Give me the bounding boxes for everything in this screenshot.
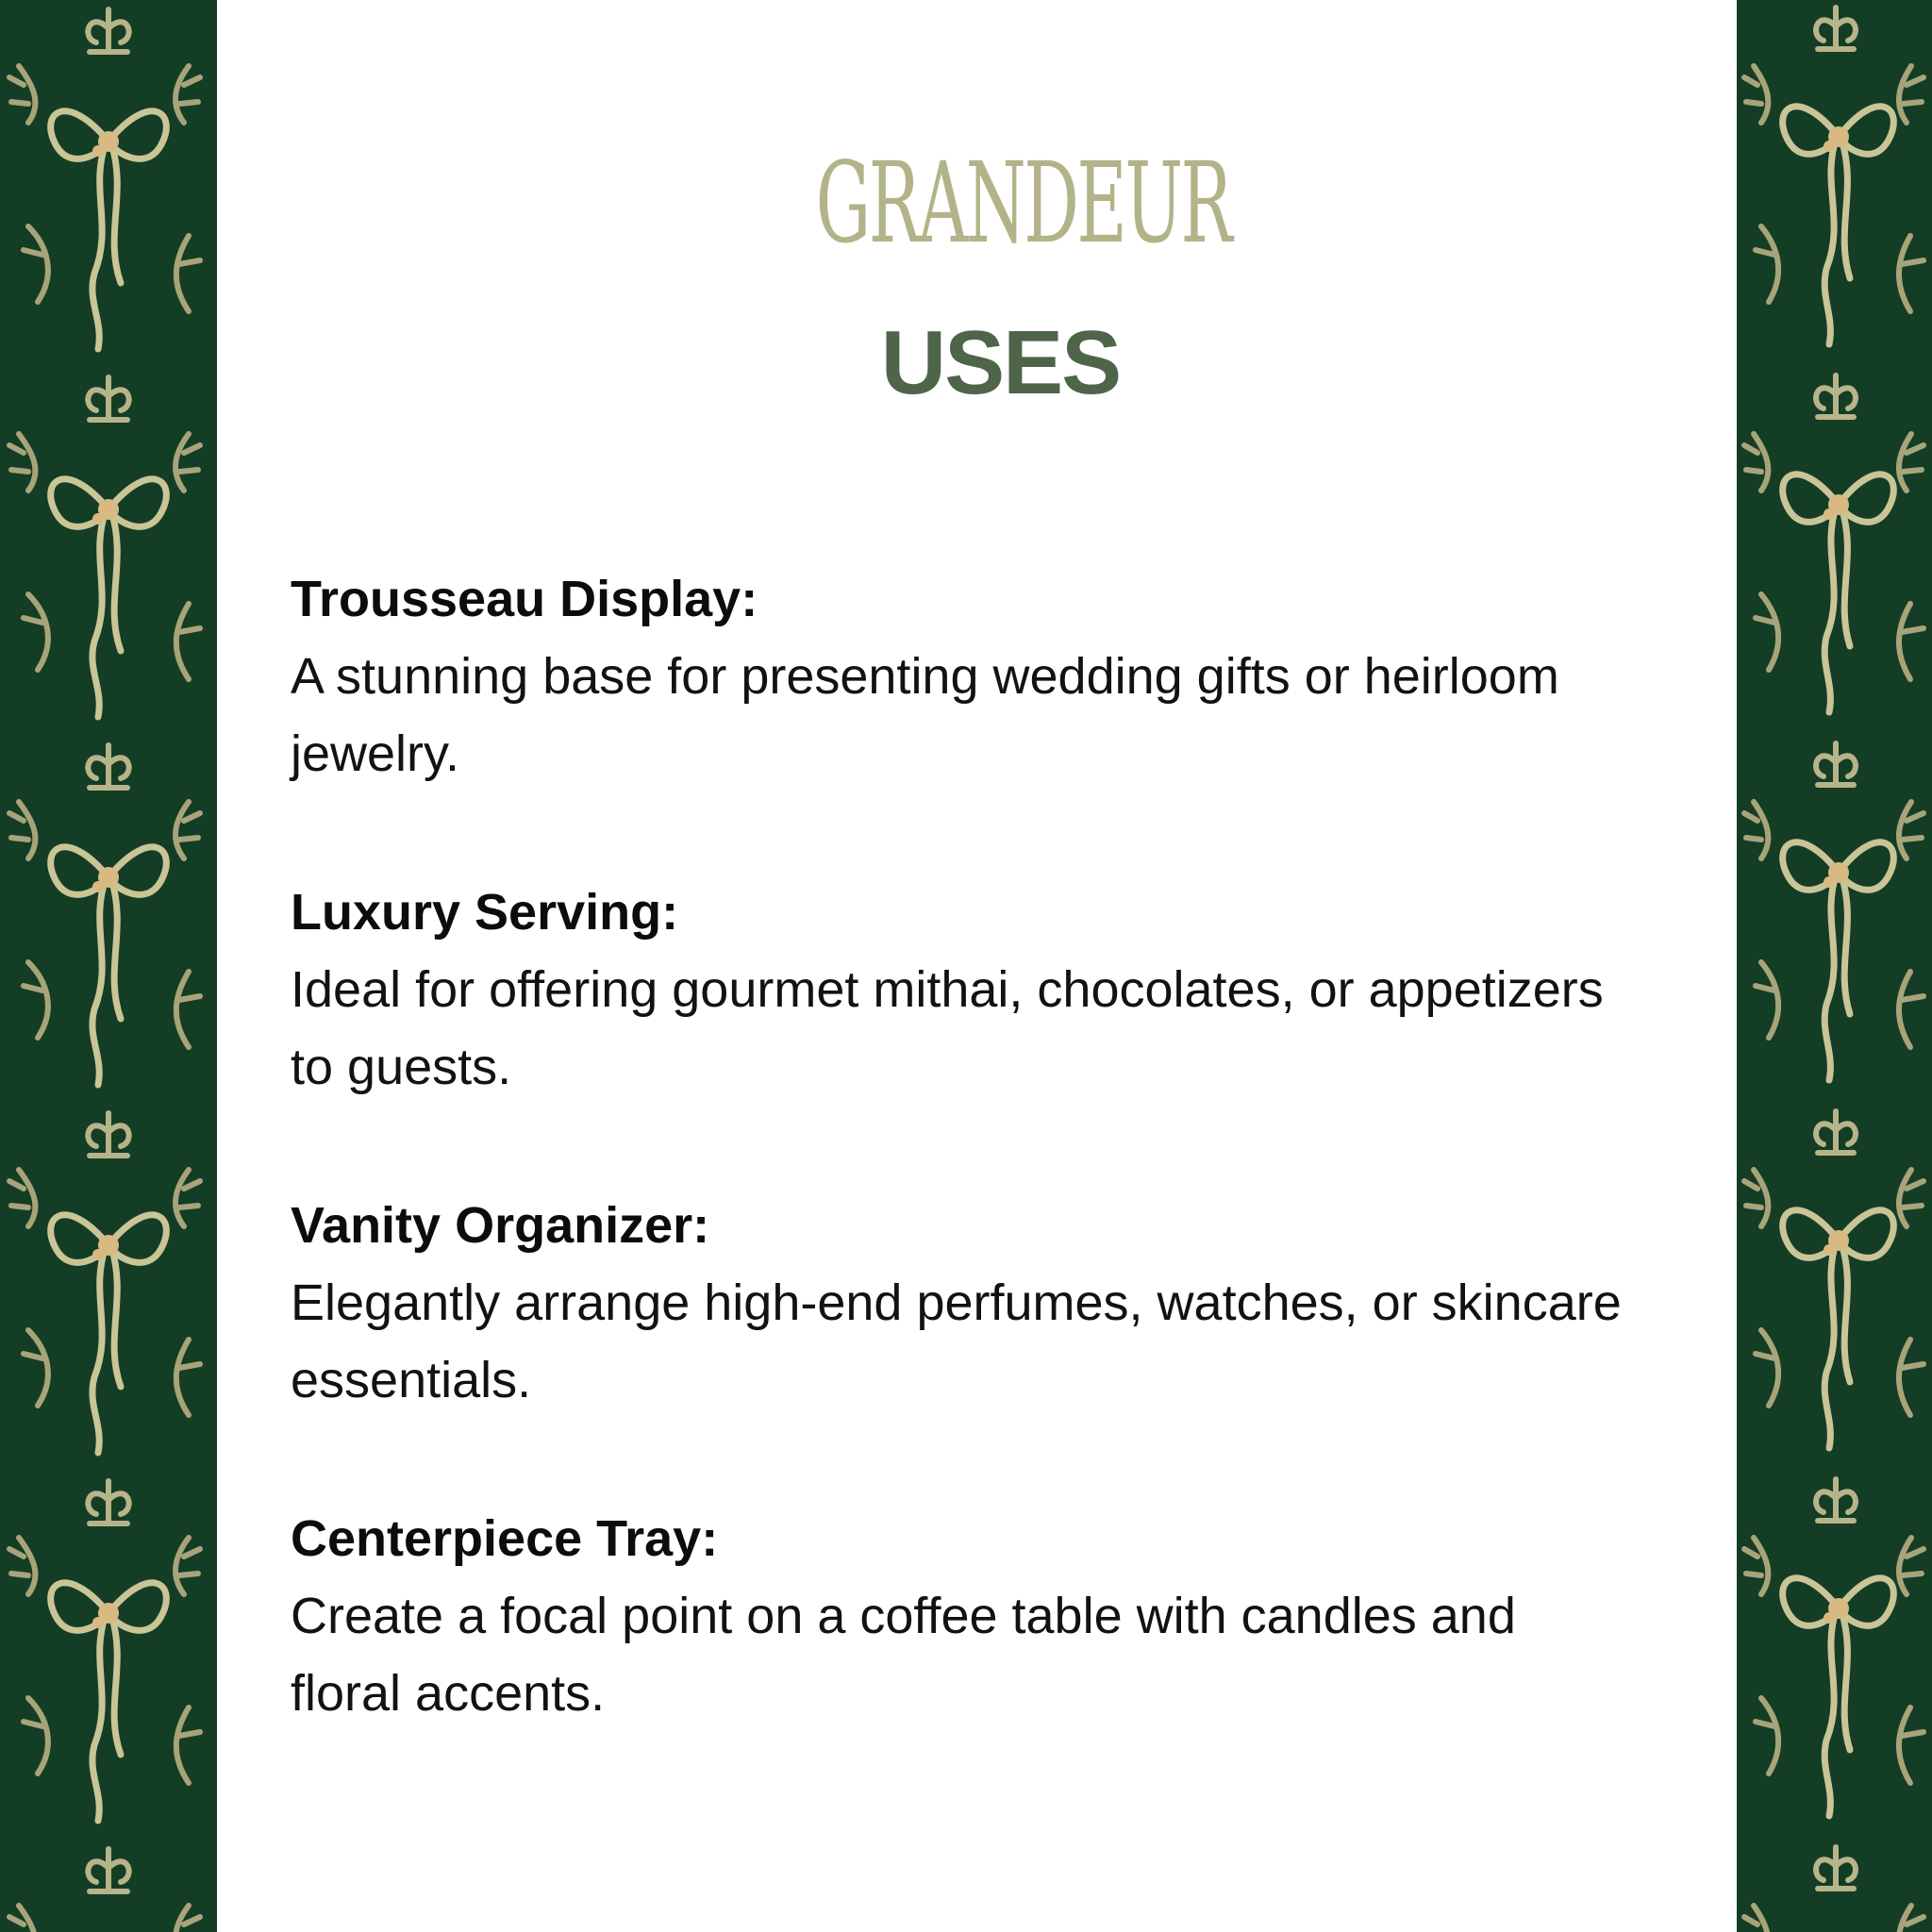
use-item-vanity-organizer	[291, 1187, 1649, 1419]
brand-logo: GRANDEUR	[815, 138, 1231, 268]
page-title: USES	[880, 312, 1121, 413]
use-description: Create a focal point on a coffee table with candles and floral accents.	[291, 1588, 1516, 1722]
right-ornamental-border	[1737, 0, 1932, 1932]
use-description: Elegantly arrange high-end perfumes, watches, or skincare essentials.	[291, 1274, 1622, 1408]
left-ornamental-border	[0, 0, 217, 1932]
use-title: Vanity Organizer:	[291, 1197, 710, 1254]
use-item-luxury-serving	[291, 874, 1649, 1106]
use-title: Trousseau Display:	[291, 571, 758, 627]
use-item-centerpiece-tray	[291, 1500, 1649, 1732]
use-description: Ideal for offering gourmet mithai, chocolates, or appetizers to guests.	[291, 961, 1604, 1095]
use-title: Centerpiece Tray:	[291, 1510, 719, 1567]
bow-ribbon-pattern	[1737, 0, 1932, 1932]
use-title: Luxury Serving:	[291, 884, 679, 941]
use-item-trousseau-display	[291, 560, 1649, 792]
use-description: A stunning base for presenting wedding gifts or heirloom jewelry.	[291, 648, 1559, 782]
uses-list	[291, 560, 1649, 1813]
content-panel	[217, 0, 1737, 1932]
bow-ribbon-pattern	[0, 0, 217, 1932]
